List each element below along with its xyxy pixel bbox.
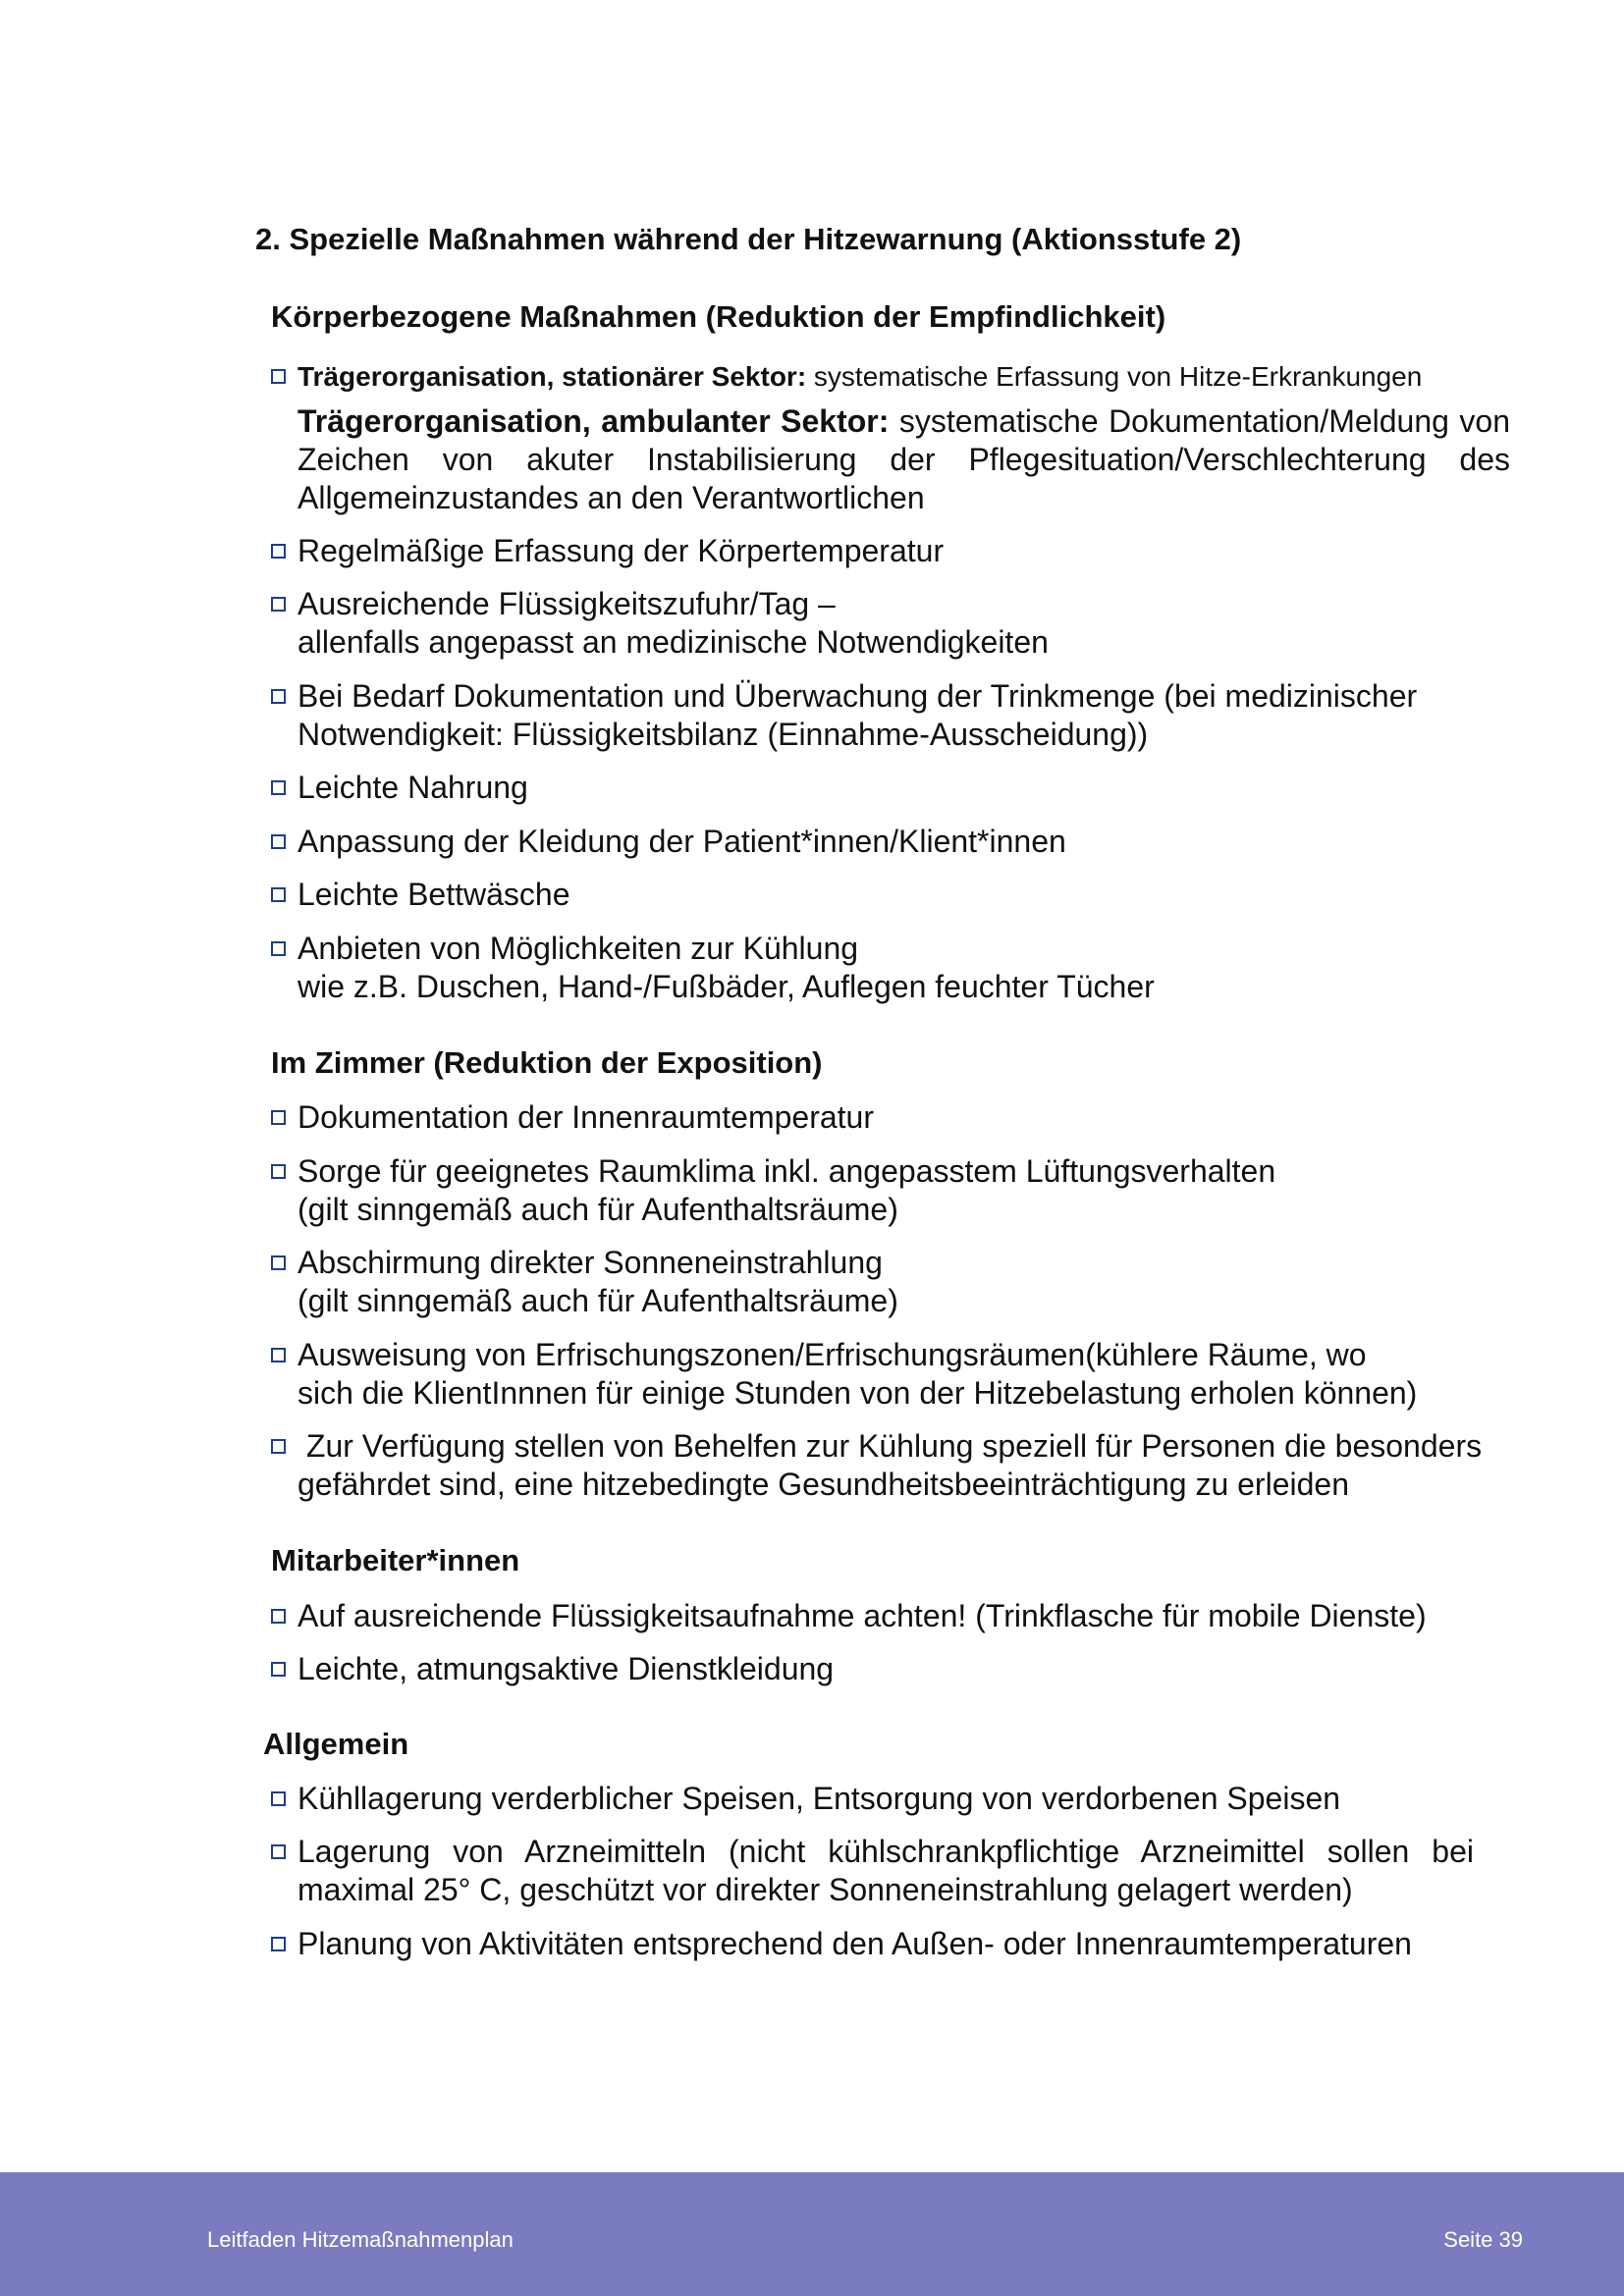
footer-page-number: Seite 39 [1443, 2227, 1523, 2252]
item-text: Lagerung von Arzneimitteln (nicht kühlschrankpflichtige Arzneimittel sollen bei maximal 25° C, geschützt vor direkter Sonneneinstrahlung gelagert werden) [298, 1834, 1474, 1907]
checklist-item-kuehlung [271, 930, 1510, 1006]
checklist-item-trinkmenge [271, 677, 1510, 754]
checklist-item-fluessigkeit [271, 585, 1510, 662]
checklist-item-dienstkleidung [271, 1650, 1510, 1688]
checklist-item-speisen [271, 1780, 1510, 1818]
checkbox-icon[interactable] [271, 689, 286, 704]
item-text-continued: wie z.B. Duschen, Hand-/Fußbäder, Auflegen feuchter Tücher [298, 969, 1155, 1004]
checklist-item-temperatur [271, 532, 1510, 570]
checklist-item-aktivitaeten [271, 1925, 1510, 1963]
checklist-item-sonne [271, 1244, 1510, 1320]
item-text: Auf ausreichende Flüssigkeitsaufnahme achten! (Trinkflasche für mobile Dienste) [298, 1598, 1427, 1633]
page-title: 2. Spezielle Maßnahmen während der Hitzewarnung (Aktionsstufe 2) [255, 222, 1242, 256]
checklist-item-bettwaesche [271, 876, 1510, 914]
checklist-item-behelfe [271, 1427, 1510, 1504]
checkbox-icon[interactable] [271, 544, 286, 559]
item-text: Regelmäßige Erfassung der Körpertemperatur [298, 533, 945, 568]
section-title-mitarbeiter: Mitarbeiter*innen [271, 1543, 520, 1577]
checkbox-icon[interactable] [271, 780, 286, 795]
checkbox-icon[interactable] [271, 887, 286, 902]
item-text: Ausweisung von Erfrischungszonen/Erfrischungsräumen(kühlere Räume, wo [298, 1337, 1367, 1372]
item-text: Bei Bedarf Dokumentation und Überwachung der Trinkmenge (bei medizinischer Notwendigkeit: Flüssigkeitsbilanz (Einnahme-Ausscheidung)) [298, 678, 1418, 752]
item-text: systematische Dokumentation/Meldung von Zeichen von akuter Instabilisierung der Pflegesituation/Verschlechterung des Allgemeinzustandes an den Verantwortlichen [298, 403, 1511, 515]
checklist-item-traeger-stationaer [271, 357, 1510, 396]
checkbox-icon[interactable] [271, 1609, 286, 1624]
checkbox-icon[interactable] [271, 1348, 286, 1362]
checklist-item-trinken [271, 1597, 1510, 1635]
item-text: Ausreichende Flüssigkeitszufuhr/Tag – [298, 586, 836, 621]
item-text: Dokumentation der Innenraumtemperatur [298, 1099, 874, 1135]
item-text: Anpassung der Kleidung der Patient*innen/Klient*innen [298, 824, 1066, 859]
checkbox-icon[interactable] [271, 1844, 286, 1859]
item-text: Leichte, atmungsaktive Dienstkleidung [298, 1651, 835, 1686]
item-label: Trägerorganisation, ambulanter Sektor: [298, 403, 890, 439]
item-text: Leichte Nahrung [298, 770, 528, 805]
section-title-koerper: Körperbezogene Maßnahmen (Reduktion der Empfindlichkeit) [271, 299, 1166, 334]
item-text: Sorge für geeignetes Raumklima inkl. angepasstem Lüftungsverhalten [298, 1153, 1276, 1189]
item-label: Trägerorganisation, stationärer Sektor: [298, 361, 807, 392]
checkbox-icon[interactable] [271, 597, 286, 612]
footer-document-title: Leitfaden Hitzemaßnahmenplan [207, 2227, 514, 2252]
item-text-continued: (gilt sinngemäß auch für Aufenthaltsräume) [298, 1283, 898, 1318]
item-text-continued: sich die KlientInnnen für einige Stunden von der Hitzebelastung erholen können) [298, 1375, 1418, 1411]
checkbox-icon[interactable] [271, 1439, 286, 1454]
checkbox-icon[interactable] [271, 834, 286, 849]
item-text: Anbieten von Möglichkeiten zur Kühlung [298, 931, 859, 966]
section-title-zimmer: Im Zimmer (Reduktion der Exposition) [271, 1045, 823, 1080]
checkbox-icon[interactable] [271, 1662, 286, 1677]
checkbox-icon[interactable] [271, 941, 286, 956]
item-text: Kühllagerung verderblicher Speisen, Entsorgung von verdorbenen Speisen [298, 1781, 1341, 1816]
checklist-item-innenraum-doku [271, 1098, 1510, 1137]
item-text-continued: (gilt sinngemäß auch für Aufenthaltsräume) [298, 1192, 898, 1227]
item-text: Planung von Aktivitäten entsprechend den Außen- oder Innenraumtemperaturen [298, 1926, 1412, 1961]
item-text-continued: gefährdet sind, eine hitzebedingte Gesundheitsbeeinträchtigung zu erleiden [298, 1467, 1349, 1502]
page-footer [0, 2172, 1624, 2296]
checkbox-icon[interactable] [271, 1110, 286, 1125]
checklist-item-arznei [271, 1833, 1474, 1909]
checkbox-icon[interactable] [271, 1255, 286, 1270]
checkbox-icon[interactable] [271, 1164, 286, 1179]
checklist-item-traeger-ambulant [298, 402, 1510, 517]
item-text: Zur Verfügung stellen von Behelfen zur Kühlung speziell für Personen die besonders [298, 1428, 1483, 1464]
checkbox-icon[interactable] [271, 1937, 286, 1951]
checkbox-icon[interactable] [271, 1791, 286, 1806]
item-text: Abschirmung direkter Sonneneinstrahlung [298, 1245, 883, 1280]
checklist-item-erfrischung [271, 1336, 1510, 1413]
item-text-continued: allenfalls angepasst an medizinische Notwendigkeiten [298, 624, 1049, 660]
section-title-allgemein: Allgemein [263, 1727, 409, 1761]
checkbox-icon[interactable] [271, 369, 286, 384]
checklist-item-raumklima [271, 1152, 1510, 1229]
checklist-item-nahrung [271, 769, 1510, 807]
item-text: systematische Erfassung von Hitze-Erkrankungen [813, 361, 1423, 392]
checklist-item-kleidung [271, 823, 1510, 861]
item-text: Leichte Bettwäsche [298, 877, 570, 912]
